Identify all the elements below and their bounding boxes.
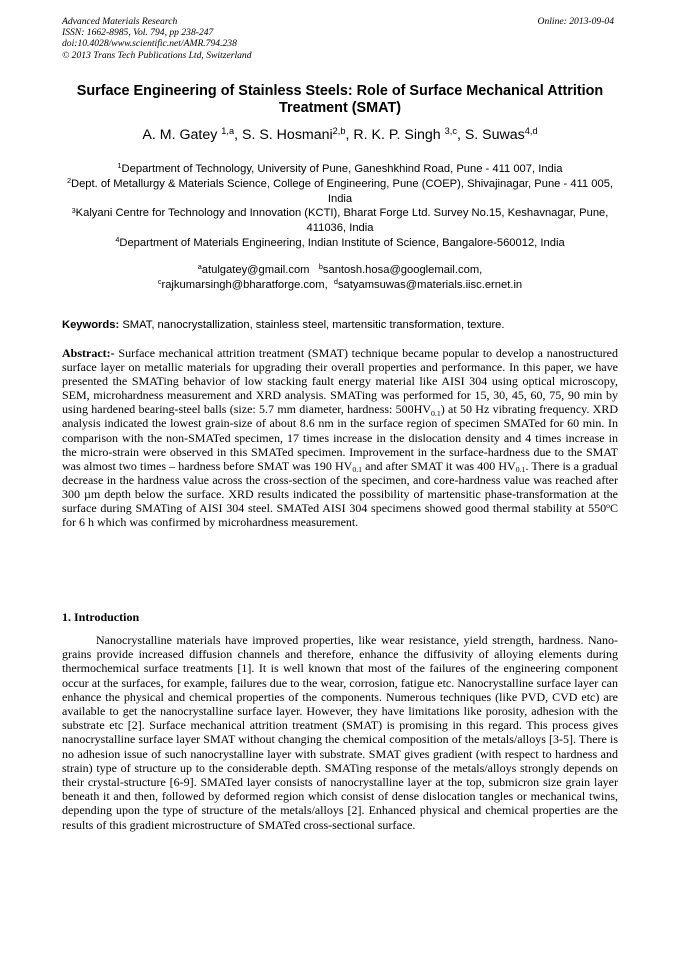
email-sup: c — [157, 276, 162, 286]
journal-name: Advanced Materials Research — [62, 16, 178, 27]
email-sup: d — [333, 276, 338, 286]
email-link[interactable]: rajkumarsingh@bharatforge.com, — [161, 278, 328, 291]
online-date: Online: 2013-09-04 — [537, 16, 614, 27]
abstract-text: C for 6 h which was confirmed by microhardness measurement. — [62, 501, 618, 530]
author-sup: 4,d — [524, 126, 538, 137]
abstract-label: Abstract:- — [62, 346, 115, 360]
author-name: R. K. P. Singh — [353, 127, 441, 143]
affiliation — [62, 236, 618, 251]
abstract-sub: 0.1 — [515, 465, 526, 475]
email-sup: a — [197, 262, 202, 272]
copyright-line: © 2013 Trans Tech Publications Ltd, Switzerland — [62, 49, 252, 61]
issn-line: ISSN: 1662-8985, Vol. 794, pp 238-247 — [62, 27, 214, 39]
author-sup: 3,c — [444, 126, 457, 137]
affiliation-sup: 1 — [117, 161, 122, 171]
author-sup: 2,b — [332, 126, 346, 137]
author-name: S. S. Hosmani — [241, 127, 333, 143]
author-sup: 1,a — [221, 126, 235, 137]
affiliation-text: Dept. of Metallurgy & Materials Science, College of Engineering, Pune (COEP), Shivajinagar, Pune - 411 005, India — [70, 177, 614, 205]
email-sup: b — [318, 262, 323, 272]
affiliation — [62, 162, 618, 177]
introduction-body: Nanocrystalline materials have improved properties, like wear resistance, yield strength, hardness. Nano-grains provide increased diffusion channels and therefore, enhance the diffusivity of alloying elements during thermochemical surface treatments [1]. It is well known that most of the failures of the engineering component occur at the surfaces, for example, failures due to the wear, corrosion, fatigue etc. Nanocrystalline surface layer can enhance the physical and chemical properties of the components. Numerous techniques (like PVD, CVD etc) are available to get the nanocrystalline surface layer. However, they have limitations like porosity, adhesion with the substrate etc [2]. Surface mechanical attrition treatment (SMAT) is promising in this regard. This process gives nanocrystalline surface layer SMAT without changing the chemical composition of the metals/alloys [3-5]. There is no adhesion issue of such nanocrystalline layer with substrate. SMAT gives gradient (with respect to hardness and strain) type of structure up to the considerable depth. SMATing response of the metals/alloys strongly depends on their crystal-structure [6-9]. SMATed layer consists of nanocrystalline layer at the top, submicron size grain layer beneath it and then, followed by deformed region which consist of dense dislocation tangles or mechanical twins, depending upon the type of structure of the metals/alloys [2]. Enhanced physical and chemical properties are the results of this gradient microstructure of SMATed cross-sectional surface. — [62, 633, 618, 832]
affiliation-sup: 2 — [66, 176, 71, 186]
section-heading: 1. Introduction — [62, 610, 140, 624]
abstract-sub: 0.1 — [352, 465, 363, 475]
author-name: A. M. Gatey — [142, 127, 218, 143]
abstract — [62, 346, 618, 529]
abstract-sup: o — [606, 501, 610, 511]
affiliation-sup: 3 — [71, 205, 76, 215]
journal-header — [62, 16, 618, 61]
author-name: S. Suwas — [464, 127, 525, 143]
author-list: A. M. Gatey $^{1,a}$, S. S. Hosmani$^{2,b}$, R. K. P. Singh $^{3,c}$, S. Suwas$^{4,d}$ — [142, 126, 538, 143]
abstract-text: . There is a gradual decrease in the hardness value across the cross-section of the specimen, and core-hardness value was reached after 300 µm depth below the surface. XRD results indicated the possibility of martensitic phase-transformation at the surface during SMATing of AISI 304 steel. SMATed AISI 304 specimens showed good thermal stability at 550 — [62, 458, 619, 516]
keywords — [62, 318, 618, 332]
affiliation-text: Department of Technology, University of Pune, Ganeshkhind Road, Pune - 411 007, India — [121, 163, 563, 175]
email-link[interactable]: satyamsuwas@materials.iisc.ernet.in — [337, 278, 523, 291]
email-link[interactable]: atulgatey@gmail.com — [201, 264, 310, 276]
email-link[interactable]: santosh.hosa@googlemail.com, — [322, 264, 483, 276]
affiliation-sup: 4 — [115, 235, 120, 245]
affiliations — [62, 162, 618, 251]
keywords-text: SMAT, nanocrystallization, stainless steel, martensitic transformation, texture. — [122, 319, 505, 331]
doi-link[interactable]: doi:10.4028/www.scientific.net/AMR.794.238 — [62, 38, 237, 50]
abstract-text: ) at 50 Hz vibrating frequency. XRD analysis indicated the lowest grain-size of about 8.6 nm in the surface region of specimen SMATed for 60 min. In comparison with the non-SMATed specimen, 17 times increase in the dislocation density and 4 times increase in the micro-strain were observed in this SMATed specimen. Improvement in the surface-hardness due to the SMAT was almost two times – hardness before SMAT was 190 HV — [62, 402, 618, 473]
abstract-sub: 0.1 — [431, 408, 441, 418]
abstract-text: and after SMAT it was 400 HV — [362, 458, 516, 473]
abstract-text: Surface mechanical attrition treatment (SMAT) technique became popular to develop a nanostructured surface layer on metallic materials for upgrading their overall properties and performance. In this paper, we have presented the SMATing behavior of low stacking fault energy material like AISI 304 using optical microscopy, SEM, microhardness measurement and XRD analysis. SMATing was performed for 15, 30, 45, 60, 75, 90 min by using hardened bearing-steel balls (size: 5.7 mm diameter, hardness: 500HV — [62, 346, 619, 417]
author-emails — [62, 263, 618, 292]
affiliation-text: Department of Materials Engineering, Indian Institute of Science, Bangalore-560012, India — [119, 236, 565, 249]
paper-title: Surface Engineering of Stainless Steels: Role of Surface Mechanical Attrition Treatment (SMAT) — [76, 83, 604, 116]
affiliation-text: Kalyani Centre for Technology and Innovation (KCTI), Bharat Forge Ltd. Survey No.15, Keshavnagar, Pune, 411036, India — [75, 207, 609, 235]
affiliation — [62, 206, 618, 236]
keywords-label: Keywords: — [62, 319, 120, 331]
affiliation — [62, 177, 618, 207]
